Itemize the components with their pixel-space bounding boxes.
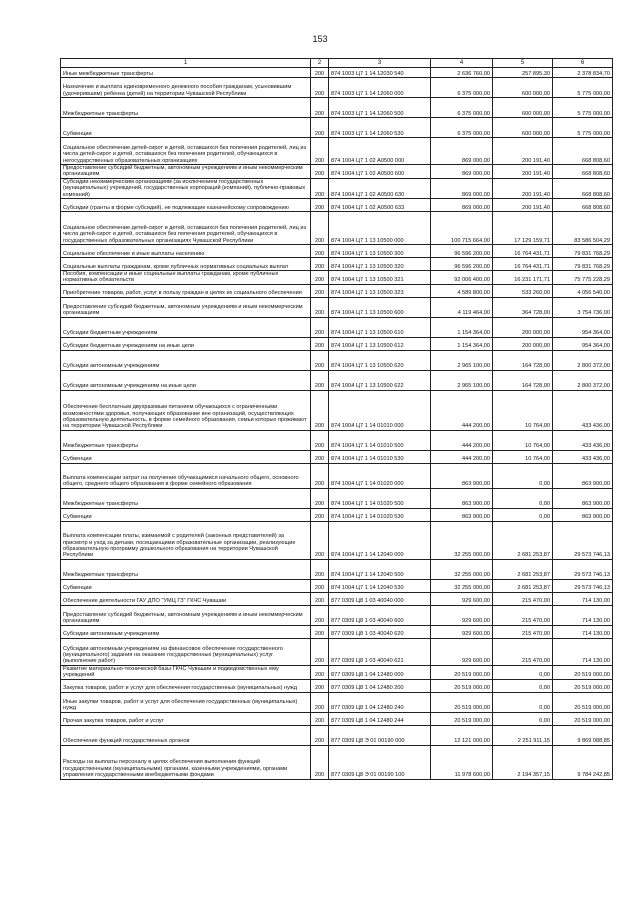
row-column-2: 200	[311, 665, 329, 679]
row-column-2: 200	[311, 297, 329, 317]
row-column-2: 200	[311, 638, 329, 665]
row-amount-approved: 863 900,00	[431, 508, 493, 521]
row-amount-executed: 215 470,00	[493, 605, 553, 625]
row-description: Субсидии некоммерческим организациям (за исключением государственных (муниципальных) учреждений, государственных корпораций (компаний), публично-правовых компаний)	[61, 178, 311, 198]
row-column-2: 200	[311, 725, 329, 745]
row-amount-remaining: 714 130,00	[553, 625, 613, 638]
row-description: Субсидии автономным учреждениям на финансовое обеспечение государственного (муниципального) задания на оказание государственных (муниципальных) услуг (выполнение работ)	[61, 638, 311, 665]
table-row	[61, 370, 613, 390]
row-budget-code: 874 1004 Ц7 1 14 12040 500	[329, 559, 431, 579]
row-amount-approved: 96 596 200,00	[431, 245, 493, 258]
row-amount-remaining: 668 808,60	[553, 199, 613, 212]
row-column-2: 200	[311, 488, 329, 508]
row-budget-code: 877 0309 Ц8 1 03 40040 000	[329, 592, 431, 605]
table-row	[61, 592, 613, 605]
row-amount-executed: 0,00	[493, 508, 553, 521]
row-description: Социальное обеспечение и иные выплаты населению	[61, 245, 311, 258]
row-amount-remaining: 20 519 000,00	[553, 679, 613, 692]
row-column-2: 200	[311, 692, 329, 712]
row-description: Субвенции	[61, 118, 311, 138]
row-description: Субсидии автономным учреждениям	[61, 350, 311, 370]
row-amount-executed: 200 000,00	[493, 317, 553, 337]
row-column-2: 200	[311, 430, 329, 450]
row-column-2: 200	[311, 78, 329, 98]
table-row	[61, 317, 613, 337]
row-amount-approved: 6 375 000,00	[431, 118, 493, 138]
row-amount-remaining: 79 831 768,29	[553, 258, 613, 271]
row-amount-approved: 444 200,00	[431, 450, 493, 463]
row-amount-remaining: 5 775 000,00	[553, 118, 613, 138]
row-amount-remaining: 5 775 000,00	[553, 98, 613, 118]
row-column-2: 200	[311, 350, 329, 370]
row-amount-remaining: 954 364,00	[553, 337, 613, 350]
row-amount-executed: 215 470,00	[493, 592, 553, 605]
table-row	[61, 712, 613, 725]
row-description: Выплата компенсации затрат на получение обучающимися начального общего, основного общего, среднего общего образования в форме семейного образования	[61, 463, 311, 488]
table-row	[61, 430, 613, 450]
row-amount-executed: 257 895,30	[493, 68, 553, 78]
row-amount-remaining: 433 436,00	[553, 390, 613, 430]
row-amount-remaining: 714 130,00	[553, 592, 613, 605]
row-amount-remaining: 863 900,00	[553, 463, 613, 488]
table-row	[61, 271, 613, 285]
row-column-2: 200	[311, 165, 329, 179]
row-description: Межбюджетные трансферты	[61, 488, 311, 508]
table-row	[61, 692, 613, 712]
row-amount-executed: 215 470,00	[493, 625, 553, 638]
row-amount-approved: 1 154 364,00	[431, 317, 493, 337]
row-amount-approved: 20 519 000,00	[431, 679, 493, 692]
row-description: Социальные выплаты гражданам, кроме публичных нормативных социальных выплат	[61, 258, 311, 271]
row-description: Иные закупки товаров, работ и услуг для обеспечения государственных (муниципальных) нужд	[61, 692, 311, 712]
header-cell: 1	[61, 59, 311, 68]
row-budget-code: 874 1004 Ц7 1 02 А0500 630	[329, 178, 431, 198]
row-amount-remaining: 9 869 088,85	[553, 725, 613, 745]
row-budget-code: 874 1004 Ц7 1 13 10500 600	[329, 297, 431, 317]
row-amount-approved: 2 965 100,00	[431, 350, 493, 370]
row-column-2: 200	[311, 258, 329, 271]
table-row	[61, 118, 613, 138]
row-budget-code: 874 1004 Ц7 1 14 01020 500	[329, 488, 431, 508]
row-amount-remaining: 954 364,00	[553, 317, 613, 337]
row-amount-remaining: 79 831 768,29	[553, 245, 613, 258]
table-row	[61, 725, 613, 745]
table-row	[61, 745, 613, 779]
table-row	[61, 679, 613, 692]
row-amount-approved: 929 600,00	[431, 605, 493, 625]
row-amount-executed: 600 000,00	[493, 118, 553, 138]
row-amount-approved: 32 255 000,00	[431, 521, 493, 559]
row-budget-code: 874 1003 Ц7 1 14 12060 530	[329, 118, 431, 138]
row-description: Социальное обеспечение детей-сирот и детей, оставшихся без попечения родителей, лиц из числа детей-сирот и детей, оставшихся без попечения родителей, обучающихся в государственных образовательных организациях Чувашской Республики	[61, 212, 311, 245]
row-description: Обеспечение бесплатным двухразовым питанием обучающихся с ограниченными возможностями здоровья, получающих образование вне организаций, осуществляющих образовательную деятельность, в форме семейного образования, семьи которых проживают на территории Чувашской Республики	[61, 390, 311, 430]
row-amount-executed: 364 728,00	[493, 297, 553, 317]
row-description: Предоставление субсидий бюджетным, автономным учреждениям и иным некоммерческим организациям	[61, 165, 311, 179]
row-column-2: 200	[311, 559, 329, 579]
table-row	[61, 284, 613, 297]
row-amount-remaining: 433 436,00	[553, 450, 613, 463]
row-amount-approved: 869 000,00	[431, 165, 493, 179]
row-amount-approved: 20 519 000,00	[431, 692, 493, 712]
row-amount-executed: 2 681 253,87	[493, 579, 553, 592]
row-amount-remaining: 668 808,60	[553, 138, 613, 165]
table-row	[61, 297, 613, 317]
row-amount-executed: 0,00	[493, 665, 553, 679]
row-amount-remaining: 75 775 228,29	[553, 271, 613, 285]
row-budget-code: 874 1004 Ц7 1 02 А0500 633	[329, 199, 431, 212]
table-row	[61, 165, 613, 179]
row-description: Субвенции	[61, 450, 311, 463]
row-amount-remaining: 2 800 372,00	[553, 370, 613, 390]
row-amount-executed: 200 191,40	[493, 178, 553, 198]
header-cell: 5	[493, 59, 553, 68]
table-row	[61, 508, 613, 521]
table-row	[61, 390, 613, 430]
row-amount-remaining: 20 519 000,00	[553, 692, 613, 712]
row-amount-remaining: 714 130,00	[553, 638, 613, 665]
row-budget-code: 874 1004 Ц7 1 13 10500 610	[329, 317, 431, 337]
row-amount-executed: 17 129 159,71	[493, 212, 553, 245]
table-row	[61, 521, 613, 559]
row-column-2: 200	[311, 337, 329, 350]
row-amount-remaining: 5 775 000,00	[553, 78, 613, 98]
row-description: Выплата компенсации платы, взимаемой с родителей (законных представителей) за присмотр и уход за детьми, посещающими образовательные организации, реализующие образовательную программу дошкольного образования на территории Чувашской Республики	[61, 521, 311, 559]
table-row	[61, 488, 613, 508]
budget-table-sheet	[60, 58, 612, 780]
row-budget-code: 874 1004 Ц7 1 14 01020 000	[329, 463, 431, 488]
row-description: Межбюджетные трансферты	[61, 559, 311, 579]
row-budget-code: 877 0309 Ц8 1 04 12480 244	[329, 712, 431, 725]
row-budget-code: 874 1004 Ц7 1 13 10500 323	[329, 284, 431, 297]
row-column-2: 200	[311, 118, 329, 138]
table-row	[61, 178, 613, 198]
row-budget-code: 874 1004 Ц7 1 14 12040 530	[329, 579, 431, 592]
row-amount-approved: 863 900,00	[431, 463, 493, 488]
row-description: Иные межбюджетные трансферты	[61, 68, 311, 78]
row-description: Закупка товаров, работ и услуг для обеспечения государственных (муниципальных) нужд	[61, 679, 311, 692]
row-amount-approved: 869 000,00	[431, 178, 493, 198]
row-budget-code: 874 1004 Ц7 1 13 10500 622	[329, 370, 431, 390]
row-amount-approved: 6 375 000,00	[431, 98, 493, 118]
row-column-2: 200	[311, 271, 329, 285]
row-column-2: 200	[311, 712, 329, 725]
row-budget-code: 874 1004 Ц7 1 02 А0500 600	[329, 165, 431, 179]
row-budget-code: 877 0309 Ц8 1 03 40040 620	[329, 625, 431, 638]
row-amount-approved: 869 000,00	[431, 138, 493, 165]
row-amount-remaining: 863 900,00	[553, 508, 613, 521]
row-amount-executed: 10 764,00	[493, 390, 553, 430]
row-description: Субсидии автономным учреждениям	[61, 625, 311, 638]
row-budget-code: 874 1004 Ц7 1 13 10500 320	[329, 258, 431, 271]
row-description: Расходы на выплаты персоналу в целях обеспечения выполнения функций государственными (муниципальными) органами, казенными учреждениями, органами управления государственными внебюджетными фондами	[61, 745, 311, 779]
row-column-2: 200	[311, 245, 329, 258]
table-row	[61, 350, 613, 370]
row-amount-executed: 0,00	[493, 679, 553, 692]
table-row	[61, 68, 613, 78]
row-column-2: 200	[311, 463, 329, 488]
table-row	[61, 559, 613, 579]
row-column-2: 200	[311, 212, 329, 245]
row-budget-code: 874 1004 Ц7 1 13 10500 300	[329, 245, 431, 258]
row-amount-approved: 2 965 100,00	[431, 370, 493, 390]
row-amount-approved: 4 119 464,00	[431, 297, 493, 317]
row-amount-remaining: 714 130,00	[553, 605, 613, 625]
table-row	[61, 138, 613, 165]
row-amount-approved: 4 589 800,00	[431, 284, 493, 297]
row-description: Социальное обеспечение детей-сирот и детей, оставшихся без попечения родителей, лиц из числа детей-сирот и детей, оставшихся без попечения родителей, обучающихся в негосударственных образовательных организациях	[61, 138, 311, 165]
row-budget-code: 874 1004 Ц7 1 14 01020 530	[329, 508, 431, 521]
row-description: Субсидии бюджетным учреждениям	[61, 317, 311, 337]
row-amount-executed: 200 191,40	[493, 165, 553, 179]
row-amount-remaining: 29 573 746,13	[553, 579, 613, 592]
table-row	[61, 625, 613, 638]
table-row	[61, 98, 613, 118]
row-amount-approved: 863 900,00	[431, 488, 493, 508]
row-column-2: 200	[311, 745, 329, 779]
row-amount-remaining: 2 378 834,70	[553, 68, 613, 78]
row-amount-executed: 200 191,40	[493, 199, 553, 212]
row-amount-executed: 10 764,00	[493, 450, 553, 463]
row-amount-approved: 929 600,00	[431, 625, 493, 638]
row-amount-approved: 20 519 000,00	[431, 712, 493, 725]
row-amount-approved: 929 600,00	[431, 592, 493, 605]
table-row	[61, 258, 613, 271]
row-description: Приобретение товаров, работ, услуг в пользу граждан в целях их социального обеспечения	[61, 284, 311, 297]
row-column-2: 200	[311, 370, 329, 390]
row-amount-approved: 444 200,00	[431, 430, 493, 450]
row-amount-remaining: 668 808,60	[553, 165, 613, 179]
row-amount-executed: 2 251 911,15	[493, 725, 553, 745]
table-row	[61, 199, 613, 212]
budget-table	[60, 58, 613, 780]
table-row	[61, 605, 613, 625]
row-column-2: 200	[311, 390, 329, 430]
row-amount-executed: 600 000,00	[493, 78, 553, 98]
row-amount-remaining: 29 573 746,13	[553, 521, 613, 559]
row-description: Субсидии автономным учреждениям на иные цели	[61, 370, 311, 390]
row-budget-code: 877 0309 Ц8 Э 01 00190 000	[329, 725, 431, 745]
row-amount-approved: 92 006 400,00	[431, 271, 493, 285]
row-amount-executed: 164 728,00	[493, 350, 553, 370]
row-column-2: 200	[311, 521, 329, 559]
row-description: Обеспечение функций государственных органов	[61, 725, 311, 745]
row-amount-executed: 600 000,00	[493, 98, 553, 118]
row-amount-remaining: 3 754 736,00	[553, 297, 613, 317]
row-budget-code: 874 1004 Ц7 1 14 01010 530	[329, 450, 431, 463]
row-amount-approved: 32 255 000,00	[431, 579, 493, 592]
row-amount-approved: 2 636 760,00	[431, 68, 493, 78]
row-amount-remaining: 2 800 372,00	[553, 350, 613, 370]
row-amount-remaining: 863 900,00	[553, 488, 613, 508]
row-budget-code: 874 1003 Ц7 1 14 12030 540	[329, 68, 431, 78]
row-amount-executed: 533 260,00	[493, 284, 553, 297]
row-description: Развитие материально-технической базы ГКЧС Чувашии и подведомственных ему учреждений	[61, 665, 311, 679]
table-row	[61, 337, 613, 350]
table-header-row	[61, 59, 613, 68]
row-amount-approved: 100 715 664,00	[431, 212, 493, 245]
row-amount-approved: 96 596 200,00	[431, 258, 493, 271]
row-budget-code: 877 0309 Ц8 1 03 40040 600	[329, 605, 431, 625]
row-amount-approved: 32 255 000,00	[431, 559, 493, 579]
row-column-2: 200	[311, 178, 329, 198]
table-row	[61, 245, 613, 258]
row-amount-executed: 0,00	[493, 692, 553, 712]
row-column-2: 200	[311, 138, 329, 165]
row-budget-code: 877 0309 Ц8 1 04 12480 000	[329, 665, 431, 679]
row-description: Обеспечение деятельности ГАУ ДПО "УМЦ ГЗ" ГКЧС Чувашии	[61, 592, 311, 605]
table-row	[61, 579, 613, 592]
row-column-2: 200	[311, 508, 329, 521]
row-amount-executed: 164 728,00	[493, 370, 553, 390]
row-description: Предоставление субсидий бюджетным, автономным учреждениям и иным некоммерческим организациям	[61, 605, 311, 625]
row-column-2: 200	[311, 450, 329, 463]
row-amount-approved: 11 978 600,00	[431, 745, 493, 779]
row-amount-remaining: 20 519 000,00	[553, 712, 613, 725]
table-row	[61, 212, 613, 245]
row-amount-executed: 10 764,00	[493, 430, 553, 450]
row-budget-code: 874 1004 Ц7 1 13 10500 620	[329, 350, 431, 370]
row-amount-remaining: 20 519 000,00	[553, 665, 613, 679]
row-amount-executed: 0,00	[493, 463, 553, 488]
row-amount-executed: 2 681 253,87	[493, 559, 553, 579]
row-column-2: 200	[311, 592, 329, 605]
row-column-2: 200	[311, 68, 329, 78]
row-description: Прочая закупка товаров, работ и услуг	[61, 712, 311, 725]
row-amount-approved: 444 200,00	[431, 390, 493, 430]
row-column-2: 200	[311, 625, 329, 638]
table-row	[61, 638, 613, 665]
row-amount-executed: 200 191,40	[493, 138, 553, 165]
table-row	[61, 450, 613, 463]
row-amount-approved: 929 600,00	[431, 638, 493, 665]
row-amount-approved: 20 519 000,00	[431, 665, 493, 679]
row-amount-remaining: 83 586 504,29	[553, 212, 613, 245]
row-description: Субсидии (гранты в форме субсидий), не подлежащие казначейскому сопровождению	[61, 199, 311, 212]
table-row	[61, 78, 613, 98]
row-amount-executed: 0,00	[493, 488, 553, 508]
row-amount-approved: 6 375 000,00	[431, 78, 493, 98]
header-cell: 4	[431, 59, 493, 68]
row-column-2: 200	[311, 199, 329, 212]
header-cell: 3	[329, 59, 431, 68]
row-amount-approved: 869 000,00	[431, 199, 493, 212]
row-amount-executed: 16 231 171,71	[493, 271, 553, 285]
row-amount-executed: 215 470,00	[493, 638, 553, 665]
row-amount-approved: 1 154 364,00	[431, 337, 493, 350]
row-column-2: 200	[311, 679, 329, 692]
row-budget-code: 877 0309 Ц8 Э 01 00190 100	[329, 745, 431, 779]
row-budget-code: 874 1004 Ц7 1 02 А0500 000	[329, 138, 431, 165]
row-amount-executed: 200 000,00	[493, 337, 553, 350]
row-amount-executed: 16 764 431,71	[493, 258, 553, 271]
row-description: Субвенции	[61, 579, 311, 592]
row-amount-executed: 16 764 431,71	[493, 245, 553, 258]
row-budget-code: 877 0309 Ц8 1 04 12480 200	[329, 679, 431, 692]
row-description: Субвенции	[61, 508, 311, 521]
row-budget-code: 874 1004 Ц7 1 13 10500 612	[329, 337, 431, 350]
row-column-2: 200	[311, 579, 329, 592]
row-column-2: 200	[311, 284, 329, 297]
row-budget-code: 877 0309 Ц8 1 04 12480 240	[329, 692, 431, 712]
page-number: 153	[312, 34, 328, 44]
row-column-2: 200	[311, 317, 329, 337]
row-budget-code: 874 1004 Ц7 1 14 12040 000	[329, 521, 431, 559]
row-budget-code: 874 1003 Ц7 1 14 12060 500	[329, 98, 431, 118]
row-amount-remaining: 668 808,60	[553, 178, 613, 198]
row-amount-executed: 2 681 253,87	[493, 521, 553, 559]
table-row	[61, 665, 613, 679]
row-column-2: 200	[311, 605, 329, 625]
table-row	[61, 463, 613, 488]
row-amount-remaining: 29 573 746,13	[553, 559, 613, 579]
row-budget-code: 874 1004 Ц7 1 13 10500 000	[329, 212, 431, 245]
row-amount-executed: 2 194 357,15	[493, 745, 553, 779]
header-cell: 2	[311, 59, 329, 68]
row-amount-approved: 12 121 000,00	[431, 725, 493, 745]
row-description: Межбюджетные трансферты	[61, 430, 311, 450]
row-description: Предоставление субсидий бюджетным, автономным учреждениям и иным некоммерческим организациям	[61, 297, 311, 317]
row-description: Назначение и выплата единовременного денежного пособия гражданам, усыновившим (удочерившим) ребенка (детей) на территории Чувашской Республики	[61, 78, 311, 98]
row-budget-code: 874 1004 Ц7 1 14 01010 500	[329, 430, 431, 450]
row-budget-code: 874 1004 Ц7 1 14 01010 000	[329, 390, 431, 430]
row-description: Пособия, компенсации и иные социальные выплаты гражданам, кроме публичных нормативных обязательств	[61, 271, 311, 285]
row-amount-remaining: 9 784 242,85	[553, 745, 613, 779]
header-cell: 6	[553, 59, 613, 68]
row-description: Межбюджетные трансферты	[61, 98, 311, 118]
row-amount-remaining: 4 056 540,00	[553, 284, 613, 297]
row-amount-remaining: 433 436,00	[553, 430, 613, 450]
row-budget-code: 874 1004 Ц7 1 13 10500 321	[329, 271, 431, 285]
row-amount-executed: 0,00	[493, 712, 553, 725]
row-column-2: 200	[311, 98, 329, 118]
row-budget-code: 877 0309 Ц8 1 03 40040 621	[329, 638, 431, 665]
row-description: Субсидии бюджетным учреждениям на иные цели	[61, 337, 311, 350]
row-budget-code: 874 1003 Ц7 1 14 12060 000	[329, 78, 431, 98]
